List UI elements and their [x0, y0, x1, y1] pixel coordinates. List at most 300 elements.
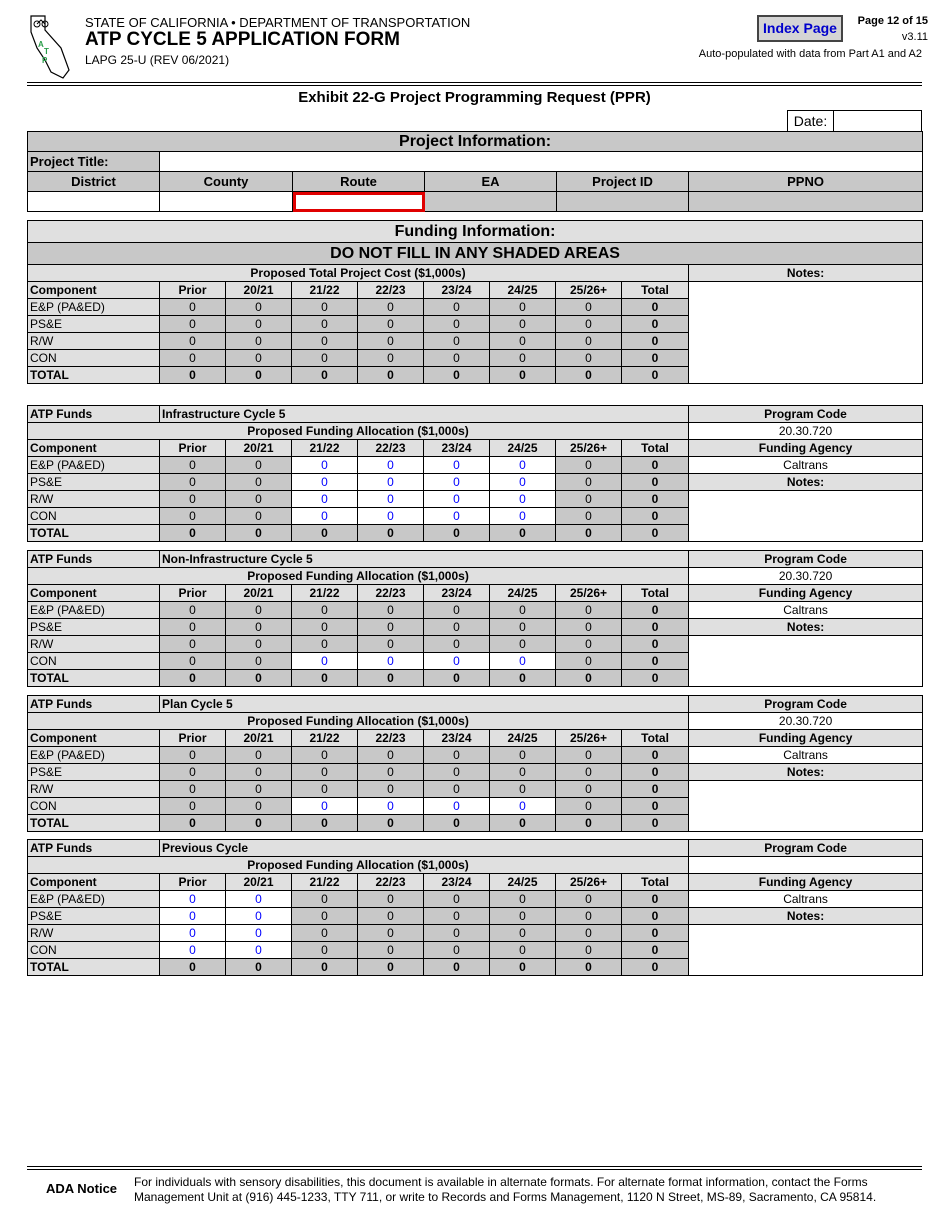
- cost-cell: 0: [622, 350, 689, 367]
- allocation-cell: 0: [226, 508, 292, 525]
- cost-cell: 0: [292, 333, 358, 350]
- project-information-table: [27, 131, 923, 212]
- allocation-subtitle: Proposed Funding Allocation ($1,000s): [28, 857, 689, 874]
- funding-info-heading: Funding Information:: [28, 221, 923, 243]
- allocation-cell: 0: [292, 670, 358, 687]
- allocation-col-header: Component: [28, 585, 160, 602]
- allocation-cell: 0: [292, 925, 358, 942]
- allocation-col-header: 20/21: [226, 440, 292, 457]
- allocation-cell: 0: [490, 925, 556, 942]
- row-label: PS&E: [28, 764, 160, 781]
- cost-col-header: 24/25: [490, 282, 556, 299]
- row-label: R/W: [28, 333, 160, 350]
- allocation-cell: 0: [226, 959, 292, 976]
- program-code-value: [689, 857, 923, 874]
- cost-col-header: 20/21: [226, 282, 292, 299]
- fund-name: Previous Cycle: [160, 840, 689, 857]
- cost-col-header: 22/23: [358, 282, 424, 299]
- table-row: [28, 457, 923, 474]
- cost-cell: 0: [490, 299, 556, 316]
- allocation-input[interactable]: 0: [160, 908, 226, 925]
- allocation-input[interactable]: 0: [424, 474, 490, 491]
- allocation-cell: 0: [622, 891, 689, 908]
- allocation-cell: 0: [556, 815, 622, 832]
- allocation-cell: 0: [358, 781, 424, 798]
- allocation-cell: 0: [424, 619, 490, 636]
- allocation-cell: 0: [292, 525, 358, 542]
- allocation-col-header: 24/25: [490, 440, 556, 457]
- allocation-cell: 0: [556, 908, 622, 925]
- program-code-label: Program Code: [689, 840, 923, 857]
- allocation-cell: 0: [622, 491, 689, 508]
- allocation-cell: 0: [160, 781, 226, 798]
- project-ea-input: [425, 192, 557, 212]
- allocation-input[interactable]: 0: [490, 474, 556, 491]
- allocation-cell: 0: [424, 908, 490, 925]
- shaded-area-warning: DO NOT FILL IN ANY SHADED AREAS: [28, 243, 923, 265]
- allocation-cell: 0: [226, 474, 292, 491]
- project-col-header: EA: [425, 172, 557, 192]
- cost-cell: 0: [622, 367, 689, 384]
- row-label: CON: [28, 508, 160, 525]
- project-title-label: Project Title:: [28, 152, 160, 172]
- total-cost-subtitle: Proposed Total Project Cost ($1,000s): [28, 265, 689, 282]
- allocation-col-header: 23/24: [424, 730, 490, 747]
- allocation-subtitle: Proposed Funding Allocation ($1,000s): [28, 713, 689, 730]
- allocation-cell: 0: [622, 747, 689, 764]
- allocation-cell: 0: [358, 636, 424, 653]
- cost-cell: 0: [226, 316, 292, 333]
- cost-cell: 0: [226, 367, 292, 384]
- allocation-cell: 0: [424, 959, 490, 976]
- allocation-cell: 0: [226, 602, 292, 619]
- allocation-cell: 0: [226, 491, 292, 508]
- allocation-cell: 0: [424, 891, 490, 908]
- cost-cell: 0: [358, 350, 424, 367]
- row-label: TOTAL: [28, 815, 160, 832]
- notes-label: Notes:: [689, 764, 923, 781]
- cost-cell: 0: [160, 316, 226, 333]
- allocation-cell: 0: [556, 670, 622, 687]
- allocation-cell: 0: [556, 925, 622, 942]
- allocation-input[interactable]: 0: [358, 798, 424, 815]
- version-label: v3.11: [901, 31, 928, 43]
- fund-allocation-table: [27, 695, 923, 832]
- row-label: R/W: [28, 925, 160, 942]
- table-row: [28, 619, 923, 636]
- allocation-cell: 0: [622, 781, 689, 798]
- allocation-cell: 0: [556, 764, 622, 781]
- cost-cell: 0: [226, 333, 292, 350]
- allocation-cell: 0: [490, 891, 556, 908]
- cost-cell: 0: [160, 367, 226, 384]
- allocation-cell: 0: [424, 670, 490, 687]
- allocation-cell: 0: [490, 747, 556, 764]
- allocation-cell: 0: [490, 959, 556, 976]
- cost-cell: 0: [622, 316, 689, 333]
- allocation-cell: 0: [622, 602, 689, 619]
- allocation-cell: 0: [556, 508, 622, 525]
- cost-cell: 0: [292, 299, 358, 316]
- date-input[interactable]: [833, 110, 922, 132]
- allocation-input[interactable]: 0: [358, 508, 424, 525]
- date-label: Date:: [787, 110, 833, 132]
- row-label: E&P (PA&ED): [28, 891, 160, 908]
- table-row: [28, 602, 923, 619]
- allocation-input[interactable]: 0: [160, 925, 226, 942]
- cost-cell: 0: [292, 316, 358, 333]
- page-number: Page 12 of 15: [857, 15, 928, 27]
- allocation-cell: 0: [622, 474, 689, 491]
- project-county-input[interactable]: [160, 192, 293, 212]
- table-row: [28, 925, 923, 942]
- allocation-cell: 0: [292, 781, 358, 798]
- allocation-input[interactable]: 0: [358, 653, 424, 670]
- allocation-cell: 0: [226, 619, 292, 636]
- allocation-cell: 0: [622, 908, 689, 925]
- allocation-input[interactable]: 0: [226, 908, 292, 925]
- allocation-col-header: 23/24: [424, 874, 490, 891]
- program-code-value: 20.30.720: [689, 423, 923, 440]
- cost-col-header: 21/22: [292, 282, 358, 299]
- allocation-cell: 0: [622, 815, 689, 832]
- allocation-cell: 0: [358, 764, 424, 781]
- allocation-cell: 0: [160, 653, 226, 670]
- allocation-col-header: 25/26+: [556, 440, 622, 457]
- allocation-col-header: Prior: [160, 585, 226, 602]
- allocation-cell: 0: [226, 747, 292, 764]
- cost-cell: 0: [490, 333, 556, 350]
- row-label: CON: [28, 942, 160, 959]
- fund-notes-input[interactable]: [689, 636, 923, 687]
- cost-cell: 0: [160, 350, 226, 367]
- svg-text:P: P: [42, 56, 48, 65]
- allocation-cell: 0: [490, 764, 556, 781]
- allocation-cell: 0: [622, 959, 689, 976]
- row-label: CON: [28, 350, 160, 367]
- allocation-input[interactable]: 0: [424, 491, 490, 508]
- allocation-cell: 0: [358, 959, 424, 976]
- row-label: TOTAL: [28, 959, 160, 976]
- allocation-cell: 0: [622, 508, 689, 525]
- ada-notice-text: For individuals with sensory disabilities, this document is available in alternate formats. For alternate format information, contact the Forms Management Unit at (916) 445-1233, TTY 711, or write to Records and Forms Management, 1120 N Street, MS-89, Sacramento, CA 95814.: [134, 1175, 877, 1204]
- allocation-input[interactable]: 0: [226, 891, 292, 908]
- svg-text:A: A: [38, 40, 44, 49]
- svg-text:T: T: [44, 47, 49, 56]
- allocation-input[interactable]: 0: [490, 491, 556, 508]
- row-label: E&P (PA&ED): [28, 602, 160, 619]
- allocation-subtitle: Proposed Funding Allocation ($1,000s): [28, 423, 689, 440]
- allocation-cell: 0: [160, 491, 226, 508]
- allocation-input[interactable]: 0: [490, 653, 556, 670]
- allocation-col-header: 21/22: [292, 585, 358, 602]
- allocation-cell: 0: [160, 747, 226, 764]
- allocation-cell: 0: [424, 815, 490, 832]
- allocation-col-header: Total: [622, 874, 689, 891]
- allocation-col-header: 24/25: [490, 874, 556, 891]
- project-col-header: Route: [293, 172, 425, 192]
- notes-label: Notes:: [689, 908, 923, 925]
- allocation-cell: 0: [424, 764, 490, 781]
- cost-cell: 0: [358, 316, 424, 333]
- allocation-col-header: 20/21: [226, 585, 292, 602]
- autopopulate-note: Auto-populated with data from Part A1 and A2: [698, 48, 922, 60]
- allocation-cell: 0: [556, 474, 622, 491]
- funding-agency-label: Funding Agency: [689, 874, 923, 891]
- allocation-input[interactable]: 0: [490, 457, 556, 474]
- table-row: [28, 747, 923, 764]
- allocation-cell: 0: [358, 525, 424, 542]
- project-col-header: District: [28, 172, 160, 192]
- allocation-col-header: Prior: [160, 730, 226, 747]
- allocation-cell: 0: [226, 457, 292, 474]
- allocation-cell: 0: [622, 942, 689, 959]
- footer-divider: [27, 1169, 922, 1170]
- allocation-cell: 0: [226, 815, 292, 832]
- cost-cell: 0: [556, 333, 622, 350]
- cost-cell: 0: [424, 367, 490, 384]
- allocation-input[interactable]: 0: [424, 508, 490, 525]
- allocation-col-header: 25/26+: [556, 874, 622, 891]
- allocation-cell: 0: [292, 942, 358, 959]
- row-label: PS&E: [28, 908, 160, 925]
- allocation-col-header: 22/23: [358, 585, 424, 602]
- allocation-cell: 0: [556, 619, 622, 636]
- allocation-cell: 0: [358, 602, 424, 619]
- funding-agency-label: Funding Agency: [689, 730, 923, 747]
- allocation-cell: 0: [622, 764, 689, 781]
- allocation-col-header: 21/22: [292, 874, 358, 891]
- allocation-col-header: 20/21: [226, 874, 292, 891]
- allocation-cell: 0: [292, 959, 358, 976]
- allocation-cell: 0: [556, 781, 622, 798]
- allocation-cell: 0: [556, 457, 622, 474]
- allocation-col-header: Total: [622, 730, 689, 747]
- allocation-cell: 0: [556, 747, 622, 764]
- allocation-cell: 0: [160, 474, 226, 491]
- allocation-col-header: Total: [622, 440, 689, 457]
- allocation-input[interactable]: 0: [292, 491, 358, 508]
- allocation-input[interactable]: 0: [424, 653, 490, 670]
- allocation-input[interactable]: 0: [292, 474, 358, 491]
- cost-cell: 0: [490, 367, 556, 384]
- allocation-cell: 0: [556, 636, 622, 653]
- fund-notes-input[interactable]: [689, 491, 923, 542]
- row-label: R/W: [28, 491, 160, 508]
- row-label: CON: [28, 653, 160, 670]
- allocation-col-header: 24/25: [490, 730, 556, 747]
- allocation-input[interactable]: 0: [160, 891, 226, 908]
- funding-agency-value: Caltrans: [689, 891, 923, 908]
- allocation-cell: 0: [160, 815, 226, 832]
- allocation-cell: 0: [490, 781, 556, 798]
- allocation-cell: 0: [292, 636, 358, 653]
- allocation-cell: 0: [358, 891, 424, 908]
- allocation-cell: 0: [490, 636, 556, 653]
- allocation-cell: 0: [358, 619, 424, 636]
- fund-allocation-table: [27, 839, 923, 976]
- project-col-header: PPNO: [689, 172, 923, 192]
- allocation-input[interactable]: 0: [358, 474, 424, 491]
- allocation-cell: 0: [490, 619, 556, 636]
- allocation-col-header: Prior: [160, 440, 226, 457]
- allocation-cell: 0: [160, 764, 226, 781]
- allocation-cell: 0: [490, 670, 556, 687]
- allocation-cell: 0: [358, 925, 424, 942]
- funding-agency-value: Caltrans: [689, 457, 923, 474]
- table-row: [28, 781, 923, 798]
- allocation-col-header: Prior: [160, 874, 226, 891]
- allocation-cell: 0: [160, 508, 226, 525]
- allocation-cell: 0: [490, 525, 556, 542]
- project-ppno-input: [689, 192, 923, 212]
- row-label: TOTAL: [28, 670, 160, 687]
- cost-cell: 0: [292, 350, 358, 367]
- allocation-cell: 0: [424, 925, 490, 942]
- allocation-cell: 0: [556, 798, 622, 815]
- allocation-cell: 0: [292, 747, 358, 764]
- cost-col-header: 25/26+: [556, 282, 622, 299]
- total-cost-notes-input[interactable]: [689, 282, 923, 384]
- fund-notes-input[interactable]: [689, 925, 923, 976]
- atp-logo: [27, 14, 71, 80]
- allocation-cell: 0: [490, 602, 556, 619]
- allocation-cell: 0: [160, 525, 226, 542]
- fund-notes-input[interactable]: [689, 781, 923, 832]
- allocation-col-header: 21/22: [292, 730, 358, 747]
- allocation-input[interactable]: 0: [424, 798, 490, 815]
- notes-label: Notes:: [689, 619, 923, 636]
- allocation-cell: 0: [292, 602, 358, 619]
- allocation-cell: 0: [424, 525, 490, 542]
- allocation-cell: 0: [556, 959, 622, 976]
- allocation-col-header: Total: [622, 585, 689, 602]
- allocation-cell: 0: [622, 457, 689, 474]
- cost-cell: 0: [358, 333, 424, 350]
- cost-cell: 0: [160, 333, 226, 350]
- cost-cell: 0: [358, 367, 424, 384]
- allocation-cell: 0: [490, 815, 556, 832]
- allocation-input[interactable]: 0: [490, 508, 556, 525]
- index-page-button[interactable]: Index Page: [757, 15, 843, 42]
- row-label: E&P (PA&ED): [28, 747, 160, 764]
- funding-agency-value: Caltrans: [689, 747, 923, 764]
- allocation-cell: 0: [490, 908, 556, 925]
- cost-cell: 0: [424, 333, 490, 350]
- allocation-input[interactable]: 0: [358, 491, 424, 508]
- row-label: R/W: [28, 781, 160, 798]
- allocation-cell: 0: [358, 815, 424, 832]
- table-row: [28, 474, 923, 491]
- allocation-input[interactable]: 0: [292, 508, 358, 525]
- fund-label: ATP Funds: [28, 696, 160, 713]
- allocation-col-header: 22/23: [358, 730, 424, 747]
- cost-cell: 0: [424, 299, 490, 316]
- project-route-input[interactable]: [293, 192, 425, 212]
- allocation-cell: 0: [160, 959, 226, 976]
- allocation-cell: 0: [424, 781, 490, 798]
- allocation-cell: 0: [622, 653, 689, 670]
- allocation-input[interactable]: 0: [292, 798, 358, 815]
- funding-agency-value: Caltrans: [689, 602, 923, 619]
- allocation-input[interactable]: 0: [490, 798, 556, 815]
- allocation-col-header: 23/24: [424, 585, 490, 602]
- fund-label: ATP Funds: [28, 406, 160, 423]
- row-label: CON: [28, 798, 160, 815]
- cost-cell: 0: [226, 350, 292, 367]
- allocation-cell: 0: [556, 491, 622, 508]
- allocation-cell: 0: [556, 653, 622, 670]
- allocation-col-header: Component: [28, 730, 160, 747]
- allocation-cell: 0: [358, 670, 424, 687]
- cost-cell: 0: [622, 299, 689, 316]
- allocation-input[interactable]: 0: [226, 925, 292, 942]
- header-divider: [27, 85, 922, 86]
- cost-cell: 0: [292, 367, 358, 384]
- allocation-cell: 0: [424, 602, 490, 619]
- project-title-input[interactable]: [160, 152, 923, 172]
- row-label: PS&E: [28, 474, 160, 491]
- allocation-cell: 0: [160, 798, 226, 815]
- table-row: [28, 764, 923, 781]
- allocation-input[interactable]: 0: [160, 942, 226, 959]
- allocation-input[interactable]: 0: [226, 942, 292, 959]
- form-number: LAPG 25-U (REV 06/2021): [85, 53, 230, 67]
- cost-cell: 0: [358, 299, 424, 316]
- allocation-cell: 0: [556, 602, 622, 619]
- row-label: TOTAL: [28, 525, 160, 542]
- allocation-cell: 0: [490, 942, 556, 959]
- fund-label: ATP Funds: [28, 840, 160, 857]
- allocation-input[interactable]: 0: [292, 653, 358, 670]
- program-code-value: 20.30.720: [689, 568, 923, 585]
- fund-label: ATP Funds: [28, 551, 160, 568]
- allocation-col-header: 25/26+: [556, 585, 622, 602]
- row-label: R/W: [28, 636, 160, 653]
- notes-label: Notes:: [689, 474, 923, 491]
- cost-cell: 0: [556, 350, 622, 367]
- allocation-input[interactable]: 0: [424, 457, 490, 474]
- cost-cell: 0: [490, 316, 556, 333]
- allocation-subtitle: Proposed Funding Allocation ($1,000s): [28, 568, 689, 585]
- cost-col-header: Prior: [160, 282, 226, 299]
- allocation-input[interactable]: 0: [292, 457, 358, 474]
- allocation-cell: 0: [622, 636, 689, 653]
- row-label: TOTAL: [28, 367, 160, 384]
- allocation-col-header: 20/21: [226, 730, 292, 747]
- project-district-input[interactable]: [28, 192, 160, 212]
- fund-name: Non-Infrastructure Cycle 5: [160, 551, 689, 568]
- allocation-cell: 0: [622, 619, 689, 636]
- fund-name: Infrastructure Cycle 5: [160, 406, 689, 423]
- table-row: [28, 891, 923, 908]
- allocation-input[interactable]: 0: [358, 457, 424, 474]
- funding-agency-label: Funding Agency: [689, 585, 923, 602]
- allocation-cell: 0: [622, 670, 689, 687]
- allocation-cell: 0: [226, 653, 292, 670]
- cost-cell: 0: [490, 350, 556, 367]
- allocation-cell: 0: [160, 619, 226, 636]
- cost-cell: 0: [556, 299, 622, 316]
- row-label: E&P (PA&ED): [28, 457, 160, 474]
- program-code-value: 20.30.720: [689, 713, 923, 730]
- allocation-cell: 0: [160, 670, 226, 687]
- allocation-cell: 0: [226, 764, 292, 781]
- allocation-cell: 0: [292, 815, 358, 832]
- allocation-col-header: 22/23: [358, 440, 424, 457]
- exhibit-title: Exhibit 22-G Project Programming Request (PPR): [298, 89, 651, 106]
- table-row: [28, 908, 923, 925]
